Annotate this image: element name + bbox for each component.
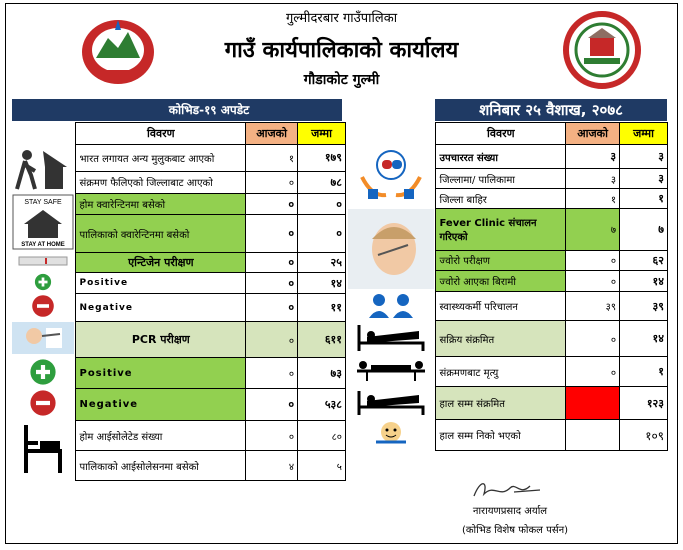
left-row-today: ० (246, 253, 298, 273)
right-row-label: हाल सम्म निको भएको (436, 420, 566, 451)
right-row-today: ३९ (566, 292, 620, 321)
left-row-today: ० (246, 194, 298, 215)
left-row-label: Positive (76, 358, 246, 389)
right-row-total: १२३ (620, 387, 668, 420)
left-row-total: ६११ (298, 322, 346, 358)
right-row-label: हाल सम्म संक्रमित (436, 387, 566, 420)
right-row-total: १४ (620, 271, 668, 292)
left-row-label: भारत लगायत अन्य मुलुकबाट आएको (76, 145, 246, 172)
left-row-label: पालिकाको क्वारेन्टिनमा बसेको (76, 215, 246, 253)
right-row-today: ० (566, 271, 620, 292)
band-left-cap (12, 99, 76, 121)
right-row-today: ० (566, 321, 620, 357)
col-header-desc: विवरण (436, 123, 566, 145)
left-row-total: ० (298, 215, 346, 253)
signatory-name: नारायणप्रसाद अर्याल (472, 506, 548, 517)
stay-at-home-icon (10, 194, 76, 253)
stay-safe-text: STAY SAFE (24, 198, 62, 206)
left-row-today: ० (246, 358, 298, 389)
left-row-label: Negative (76, 294, 246, 322)
right-row-label: संक्रमणबाट मृत्यु (436, 357, 566, 387)
col-header-desc: विवरण (76, 123, 246, 145)
left-row-label: संक्रमण फैलिएको जिल्लाबाट आएको (76, 171, 246, 193)
medicine-hands-icon (346, 145, 436, 209)
fever-clinic-label: Fever Clinic संचालन गरिएको (436, 209, 566, 251)
left-stats-table (10, 122, 346, 481)
left-row-total: ११ (298, 294, 346, 322)
left-row-label: होम क्वारेन्टिनमा बसेको (76, 194, 246, 215)
col-header-total: जम्मा (298, 123, 346, 145)
minus-icon (10, 294, 76, 322)
right-row-total: ३ (620, 169, 668, 189)
isolation-bed-icon (10, 421, 76, 481)
right-row-today: १ (566, 189, 620, 209)
left-row-today: ० (246, 171, 298, 193)
left-row-total: १४ (298, 273, 346, 294)
right-row-label: जिल्लामा/ पालिकामा (436, 169, 566, 189)
office-title: गाउँ कार्यपालिकाको कार्यालय (224, 38, 459, 63)
left-row-today: ० (246, 421, 298, 451)
left-row-label: Negative (76, 389, 246, 421)
right-row-total: १ (620, 357, 668, 387)
left-row-total: १७९ (298, 145, 346, 172)
right-row-today: ० (566, 357, 620, 387)
right-row-label: सक्रिय संक्रमित (436, 321, 566, 357)
left-row-total: ५ (298, 451, 346, 481)
pcr-test-label: PCR परीक्षण (76, 322, 246, 358)
signature-icon (470, 478, 550, 502)
recovered-child-icon (346, 420, 436, 451)
child-fever-photo-icon (346, 209, 436, 292)
left-row-today: ० (246, 215, 298, 253)
office-location: गौडाकोट गुल्मी (303, 72, 380, 88)
nepal-emblem-icon (78, 10, 158, 90)
col-header-today: आजको (566, 123, 620, 145)
right-row-total: १०९ (620, 420, 668, 451)
left-row-total: ८० (298, 421, 346, 451)
left-row-today: ० (246, 294, 298, 322)
municipality-logo-icon (562, 10, 642, 90)
patient-bed-icon (346, 321, 436, 357)
infected-bed-icon (346, 387, 436, 420)
signatory-title: (कोभिड विशेष फोकल पर्सन) (461, 525, 569, 536)
right-row-total: १ (620, 189, 668, 209)
right-row-total: ३ (620, 145, 668, 169)
date-band: शनिबार २५ वैशाख, २०७८ (435, 99, 667, 121)
right-row-total: ७ (620, 209, 668, 251)
left-row-total: ५३८ (298, 389, 346, 421)
right-row-total: ६२ (620, 250, 668, 271)
right-row-total: १४ (620, 321, 668, 357)
stay-at-home-text: STAY AT HOME (20, 241, 65, 248)
left-row-today: १ (246, 145, 298, 172)
right-stats-table (346, 122, 668, 451)
left-row-total: ७३ (298, 358, 346, 389)
left-row-total: ० (298, 194, 346, 215)
right-row-label: उपचाररत संख्या (436, 145, 566, 169)
right-row-total: ३९ (620, 292, 668, 321)
col-header-total: जम्मा (620, 123, 668, 145)
municipality-name: गुल्मीदरबार गाउँपालिका (285, 11, 398, 26)
col-header-today: आजको (246, 123, 298, 145)
right-row-today: ७ (566, 209, 620, 251)
left-row-label: Positive (76, 273, 246, 294)
right-row-label: जिल्ला बाहिर (436, 189, 566, 209)
minus-icon (10, 389, 76, 421)
left-row-today: ० (246, 389, 298, 421)
left-row-today: ० (246, 273, 298, 294)
right-row-today (566, 420, 620, 451)
right-row-label: ज्वोरो परीक्षण (436, 250, 566, 271)
left-row-label: पालिकाको आईसोलेसनमा बसेको (76, 451, 246, 481)
health-workers-icon (346, 292, 436, 321)
band-gap (342, 99, 435, 121)
right-row-label: ज्वोरो आएका बिरामी (436, 271, 566, 292)
test-kit-icon (10, 253, 76, 273)
right-row-today (566, 387, 620, 420)
right-row-today: ३ (566, 145, 620, 169)
stretcher-icon (346, 357, 436, 387)
left-row-total: ७८ (298, 171, 346, 193)
right-row-label: स्वास्थ्यकर्मी परिचालन (436, 292, 566, 321)
plus-icon (10, 273, 76, 294)
right-row-today: ० (566, 250, 620, 271)
right-row-today: ३ (566, 169, 620, 189)
left-row-label: होम आईसोलेटेड संख्या (76, 421, 246, 451)
pcr-swab-icon (10, 322, 76, 358)
antigen-test-label: एन्टिजेन परीक्षण (76, 253, 246, 273)
covid-update-band: कोभिड-१९ अपडेट (76, 99, 342, 121)
left-row-today: ४ (246, 451, 298, 481)
returnee-icon (10, 145, 76, 194)
left-row-total: २५ (298, 253, 346, 273)
plus-icon (10, 358, 76, 389)
left-row-today: ० (246, 322, 298, 358)
